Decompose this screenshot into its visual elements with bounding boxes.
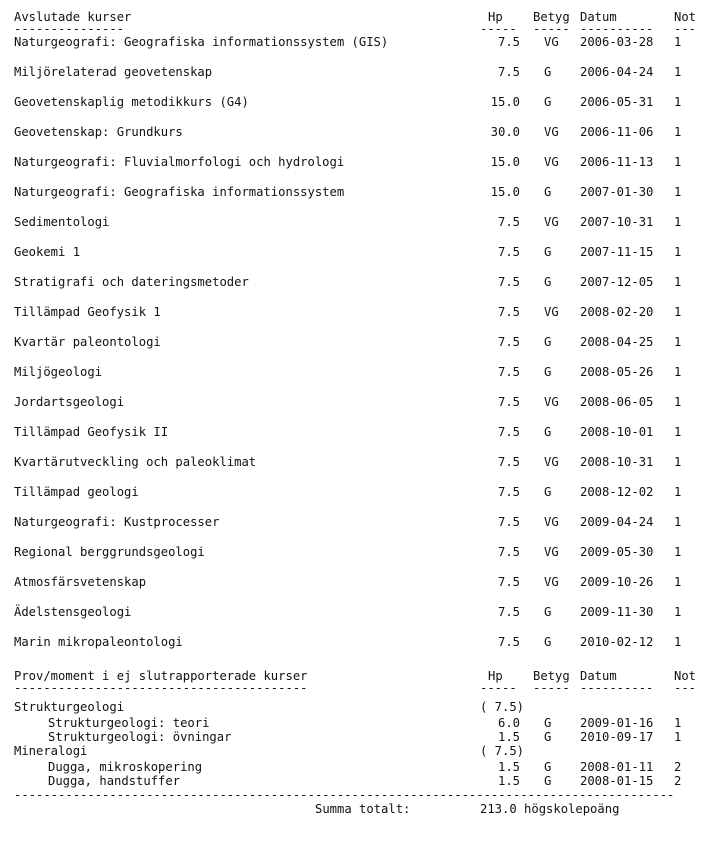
course-row xyxy=(14,515,714,545)
pending-title: Prov/moment i ej slutrapporterade kurser xyxy=(14,669,308,683)
course-note: 1 xyxy=(674,95,682,109)
course-name: Sedimentologi xyxy=(14,215,110,229)
course-date: 2008-02-20 xyxy=(580,305,654,319)
course-note: 1 xyxy=(674,215,682,229)
course-name: Naturgeografi: Geografiska informationssystem xyxy=(14,185,345,199)
course-note: 1 xyxy=(674,335,682,349)
pending-item-row xyxy=(14,716,714,730)
course-grade: VG xyxy=(544,155,559,169)
course-name: Naturgeografi: Fluvialmorfologi och hydrologi xyxy=(14,155,345,169)
course-note: 1 xyxy=(674,425,682,439)
course-row xyxy=(14,455,714,485)
course-date: 2006-05-31 xyxy=(580,95,654,109)
course-row xyxy=(14,425,714,455)
course-grade: G xyxy=(544,425,552,439)
course-name: Kvartär paleontologi xyxy=(14,335,161,349)
item-note: 1 xyxy=(674,716,682,730)
hp-column-header: Hp xyxy=(488,10,503,24)
note-column-header: Not xyxy=(674,10,697,24)
course-note: 1 xyxy=(674,245,682,259)
course-row xyxy=(14,395,714,425)
course-name: Geokemi 1 xyxy=(14,245,81,259)
item-note: 2 xyxy=(674,774,682,788)
course-hp: 15.0 xyxy=(490,185,520,199)
course-row xyxy=(14,635,714,665)
item-date: 2010-09-17 xyxy=(580,730,654,744)
course-note: 1 xyxy=(674,635,682,649)
course-name: Geovetenskaplig metodikkurs (G4) xyxy=(14,95,249,109)
course-row xyxy=(14,335,714,365)
course-row xyxy=(14,605,714,635)
course-note: 1 xyxy=(674,35,682,49)
divider: ----- xyxy=(480,22,517,36)
course-note: 1 xyxy=(674,485,682,499)
course-note: 1 xyxy=(674,455,682,469)
course-date: 2008-06-05 xyxy=(580,395,654,409)
item-grade: G xyxy=(544,730,552,744)
course-note: 1 xyxy=(674,125,682,139)
course-row xyxy=(14,485,714,515)
item-name: Strukturgeologi: övningar xyxy=(48,730,232,744)
item-grade: G xyxy=(544,716,552,730)
course-hp: 7.5 xyxy=(497,365,520,379)
course-row xyxy=(14,125,714,155)
total-row xyxy=(14,802,714,817)
course-name: Marin mikropaleontologi xyxy=(14,635,183,649)
pending-item-row xyxy=(14,760,714,774)
course-grade: VG xyxy=(544,125,559,139)
divider: --------------- xyxy=(14,22,125,36)
course-note: 1 xyxy=(674,545,682,559)
course-name: Atmosfärsvetenskap xyxy=(14,575,147,589)
course-hp: 7.5 xyxy=(497,545,520,559)
course-row xyxy=(14,95,714,125)
course-date: 2006-11-06 xyxy=(580,125,654,139)
course-grade: VG xyxy=(544,35,559,49)
item-hp: 6.0 xyxy=(497,716,520,730)
course-grade: G xyxy=(544,185,552,199)
course-hp: 7.5 xyxy=(497,425,520,439)
course-hp: 7.5 xyxy=(497,305,520,319)
course-row xyxy=(14,155,714,185)
course-grade: VG xyxy=(544,305,559,319)
course-row xyxy=(14,215,714,245)
completed-title: Avslutade kurser xyxy=(14,10,132,24)
course-note: 1 xyxy=(674,155,682,169)
course-name: Miljörelaterad geovetenskap xyxy=(14,65,213,79)
course-name: Geovetenskap: Grundkurs xyxy=(14,125,183,139)
divider: ------------------------------------------------------------------------------------------ xyxy=(14,788,675,800)
course-hp: 7.5 xyxy=(497,635,520,649)
course-name: Tillämpad Geofysik 1 xyxy=(14,305,161,319)
date-column-header: Datum xyxy=(580,10,617,24)
divider: ----- xyxy=(533,22,570,36)
course-note: 1 xyxy=(674,515,682,529)
course-hp: 7.5 xyxy=(497,245,520,259)
item-date: 2008-01-11 xyxy=(580,760,654,774)
course-name: Naturgeografi: Geografiska informationssystem (GIS) xyxy=(14,35,389,49)
course-grade: G xyxy=(544,65,552,79)
divider: --- xyxy=(674,22,697,36)
course-date: 2007-10-31 xyxy=(580,215,654,229)
pending-header-underline xyxy=(14,681,714,697)
course-name: Kvartärutveckling och paleoklimat xyxy=(14,455,257,469)
course-name: Tillämpad Geofysik II xyxy=(14,425,169,439)
course-date: 2008-05-26 xyxy=(580,365,654,379)
course-row xyxy=(14,365,714,395)
course-note: 1 xyxy=(674,275,682,289)
course-date: 2006-03-28 xyxy=(580,35,654,49)
course-grade: VG xyxy=(544,395,559,409)
course-note: 1 xyxy=(674,65,682,79)
footer-rule xyxy=(14,788,714,800)
course-date: 2007-11-15 xyxy=(580,245,654,259)
course-note: 1 xyxy=(674,605,682,619)
transcript-page xyxy=(14,10,714,817)
pending-item-row xyxy=(14,774,714,788)
course-hp: 7.5 xyxy=(497,335,520,349)
pending-item-row xyxy=(14,730,714,744)
course-hp: 7.5 xyxy=(497,515,520,529)
total-value: 213.0 högskolepoäng xyxy=(480,802,620,816)
course-hp: 7.5 xyxy=(497,575,520,589)
item-grade: G xyxy=(544,774,552,788)
course-grade: VG xyxy=(544,515,559,529)
group-hp: ( 7.5) xyxy=(480,744,525,758)
course-grade: VG xyxy=(544,575,559,589)
course-hp: 7.5 xyxy=(497,275,520,289)
item-name: Strukturgeologi: teori xyxy=(48,716,210,730)
course-grade: G xyxy=(544,365,552,379)
course-hp: 7.5 xyxy=(497,455,520,469)
course-hp: 7.5 xyxy=(497,395,520,409)
course-hp: 15.0 xyxy=(490,155,520,169)
course-hp: 30.0 xyxy=(490,125,520,139)
course-grade: G xyxy=(544,275,552,289)
grade-column-header: Betyg xyxy=(533,10,570,24)
item-date: 2009-01-16 xyxy=(580,716,654,730)
course-date: 2008-10-01 xyxy=(580,425,654,439)
course-hp: 7.5 xyxy=(497,35,520,49)
course-row xyxy=(14,65,714,95)
course-grade: G xyxy=(544,635,552,649)
grade-column-header: Betyg xyxy=(533,669,570,683)
divider: ----- xyxy=(533,681,570,695)
pending-group-row xyxy=(14,700,714,716)
divider: ---------------------------------------- xyxy=(14,681,308,695)
course-note: 1 xyxy=(674,395,682,409)
course-grade: G xyxy=(544,605,552,619)
course-row xyxy=(14,575,714,605)
course-name: Regional berggrundsgeologi xyxy=(14,545,205,559)
course-date: 2007-01-30 xyxy=(580,185,654,199)
item-note: 1 xyxy=(674,730,682,744)
course-grade: G xyxy=(544,485,552,499)
group-hp: ( 7.5) xyxy=(480,700,525,714)
course-grade: G xyxy=(544,335,552,349)
divider: ---------- xyxy=(580,22,654,36)
course-grade: VG xyxy=(544,455,559,469)
completed-course-list xyxy=(14,35,714,665)
course-row xyxy=(14,305,714,335)
item-date: 2008-01-15 xyxy=(580,774,654,788)
course-row xyxy=(14,545,714,575)
course-row xyxy=(14,185,714,215)
course-date: 2010-02-12 xyxy=(580,635,654,649)
item-grade: G xyxy=(544,760,552,774)
course-grade: VG xyxy=(544,215,559,229)
course-date: 2007-12-05 xyxy=(580,275,654,289)
course-grade: VG xyxy=(544,545,559,559)
course-row xyxy=(14,245,714,275)
note-column-header: Not xyxy=(674,669,697,683)
course-name: Tillämpad geologi xyxy=(14,485,139,499)
pending-section xyxy=(14,669,714,788)
group-name: Strukturgeologi xyxy=(14,700,125,714)
item-note: 2 xyxy=(674,760,682,774)
course-date: 2009-04-24 xyxy=(580,515,654,529)
pending-group-row xyxy=(14,744,714,760)
course-hp: 7.5 xyxy=(497,215,520,229)
item-hp: 1.5 xyxy=(497,760,520,774)
course-note: 1 xyxy=(674,185,682,199)
divider: ---------- xyxy=(580,681,654,695)
course-name: Ädelstensgeologi xyxy=(14,605,132,619)
course-hp: 7.5 xyxy=(497,65,520,79)
course-grade: G xyxy=(544,95,552,109)
course-date: 2009-10-26 xyxy=(580,575,654,589)
course-note: 1 xyxy=(674,305,682,319)
course-name: Jordartsgeologi xyxy=(14,395,125,409)
course-date: 2006-11-13 xyxy=(580,155,654,169)
course-date: 2009-05-30 xyxy=(580,545,654,559)
completed-header-underline xyxy=(14,22,714,36)
item-name: Dugga, mikroskopering xyxy=(48,760,203,774)
pending-course-list xyxy=(14,700,714,788)
course-name: Stratigrafi och dateringsmetoder xyxy=(14,275,249,289)
course-date: 2009-11-30 xyxy=(580,605,654,619)
course-note: 1 xyxy=(674,365,682,379)
divider: ----- xyxy=(480,681,517,695)
course-date: 2006-04-24 xyxy=(580,65,654,79)
course-row xyxy=(14,275,714,305)
date-column-header: Datum xyxy=(580,669,617,683)
course-row xyxy=(14,35,714,65)
group-name: Mineralogi xyxy=(14,744,88,758)
course-date: 2008-12-02 xyxy=(580,485,654,499)
course-hp: 15.0 xyxy=(490,95,520,109)
course-name: Naturgeografi: Kustprocesser xyxy=(14,515,220,529)
divider: --- xyxy=(674,681,697,695)
item-hp: 1.5 xyxy=(497,774,520,788)
item-hp: 1.5 xyxy=(497,730,520,744)
course-date: 2008-04-25 xyxy=(580,335,654,349)
total-label: Summa totalt: xyxy=(315,802,411,816)
item-name: Dugga, handstuffer xyxy=(48,774,181,788)
course-hp: 7.5 xyxy=(497,485,520,499)
hp-column-header: Hp xyxy=(488,669,503,683)
course-name: Miljögeologi xyxy=(14,365,103,379)
course-hp: 7.5 xyxy=(497,605,520,619)
course-note: 1 xyxy=(674,575,682,589)
course-grade: G xyxy=(544,245,552,259)
course-date: 2008-10-31 xyxy=(580,455,654,469)
